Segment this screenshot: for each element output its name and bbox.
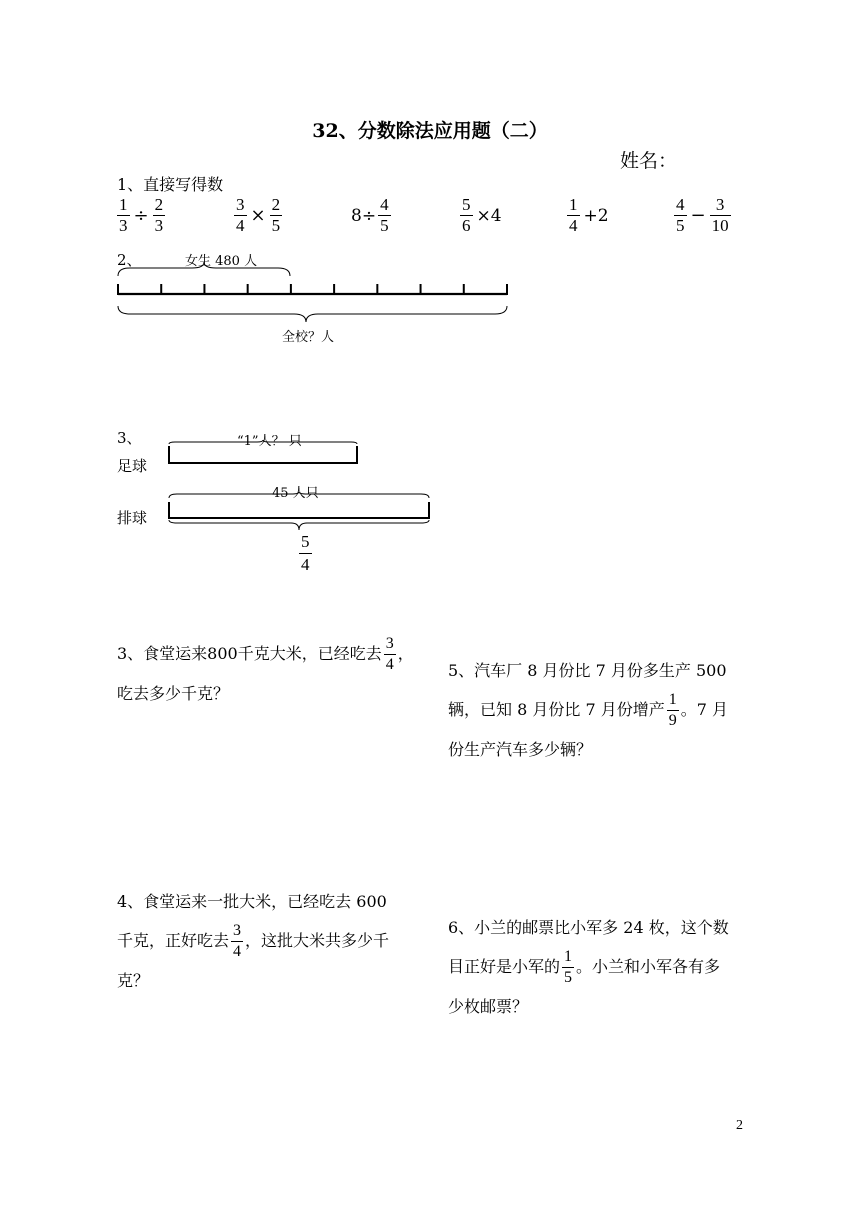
suffix: +2 xyxy=(583,205,609,226)
page-number: 2 xyxy=(736,1118,743,1133)
fraction: $\frac{1}{5}$ xyxy=(564,948,573,986)
expression-row xyxy=(117,195,757,251)
problem-5: 5、汽车厂 8 月份比 7 月份多生产 500 辆，已知 8 月份比 7 月份增产 $\frac{1}{9}$ 。7 月 份生产汽车多少辆？ xyxy=(448,661,728,759)
expression-6 xyxy=(674,195,731,236)
expression-2 xyxy=(234,195,282,236)
fraction: $\frac{4}{5}$ xyxy=(380,195,389,235)
volleyball-bar xyxy=(165,492,435,532)
expression-3 xyxy=(351,195,391,236)
fraction: $\frac{3}{4}$ xyxy=(236,195,245,235)
operator: ÷ xyxy=(133,205,149,226)
name-label: 姓名： xyxy=(620,150,678,172)
total-brace xyxy=(118,306,507,322)
fraction: $\frac{3}{4}$ xyxy=(233,922,242,960)
fraction: $\frac{3}{4}$ xyxy=(385,635,394,673)
fraction: $\frac{5}{6}$ xyxy=(462,195,471,235)
football-bar xyxy=(165,440,365,468)
expression-5 xyxy=(567,195,609,236)
problem-3: 3、食堂运来800千克大米，已经吃去 $\frac{3}{4}$ ， 吃去多少千克？ xyxy=(117,635,414,703)
girls-brace xyxy=(118,262,290,276)
diagram2-number: 2、 xyxy=(117,251,142,269)
school-label: 全校？人 xyxy=(282,330,335,345)
fraction: $\frac{1}{4}$ xyxy=(569,195,578,235)
section1-heading: 1、直接写得数 xyxy=(117,175,224,194)
page-title: 32、分数除法应用题（二） xyxy=(312,120,548,142)
diagram3-number: 3、 xyxy=(117,429,142,447)
football-brace-label: “1”人？ 只 xyxy=(237,434,302,449)
problem-6: 6、小兰的邮票比小军多 24 枚，这个数 目正好是小军的 $\frac{1}{5}$ 。小兰和小军各有多 少枚邮票？ xyxy=(448,918,729,1016)
fraction: $\frac{4}{5}$ xyxy=(676,195,685,235)
girls-label: 女生 480 人 xyxy=(185,254,258,269)
ratio-fraction: $\frac{5}{4}$ xyxy=(301,532,310,574)
expression-4 xyxy=(460,195,502,236)
segment-diagram xyxy=(110,262,520,322)
fraction: $\frac{2}{3}$ xyxy=(154,195,164,235)
suffix: ×4 xyxy=(476,205,502,226)
problem-4: 4、食堂运来一批大米，已经吃去 600 千克，正好吃去 $\frac{3}{4}$ ，这批大米共多少千 克？ xyxy=(117,892,390,990)
prefix: 8÷ xyxy=(351,205,377,226)
fraction: $\frac{2}{5}$ xyxy=(271,195,281,235)
football-label: 足球 xyxy=(117,457,148,475)
fraction: $\frac{3}{10}$ xyxy=(711,195,729,235)
expression-1 xyxy=(117,195,165,236)
fraction: $\frac{1}{3}$ xyxy=(119,195,128,235)
operator: − xyxy=(690,205,706,226)
volleyball-label: 排球 xyxy=(117,509,148,527)
volleyball-brace-label: 45 人只 xyxy=(272,486,319,501)
operator: × xyxy=(250,205,266,226)
fraction: $\frac{1}{9}$ xyxy=(668,691,677,729)
